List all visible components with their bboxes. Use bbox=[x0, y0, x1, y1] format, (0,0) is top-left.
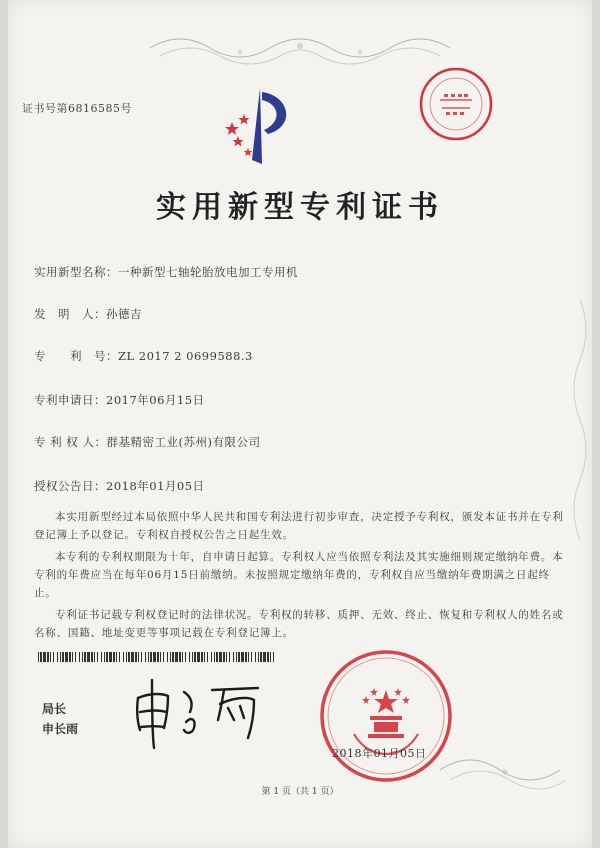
barcode-bar bbox=[267, 652, 269, 662]
barcode-bar bbox=[255, 652, 256, 662]
barcode-bar bbox=[75, 652, 76, 662]
barcode-bar bbox=[138, 652, 139, 662]
field-value: 2017年06月15日 bbox=[106, 393, 205, 407]
barcode-bar bbox=[238, 652, 240, 662]
barcode-bar bbox=[172, 652, 174, 662]
barcode-bar bbox=[233, 652, 234, 662]
barcode-bar bbox=[57, 652, 58, 662]
barcode-bar bbox=[43, 652, 46, 662]
body-paragraph: 专利证书记载专利权登记时的法律状况。专利权的转移、质押、无效、终止、恢复和专利权人的姓名或名称、国籍、地址变更等事项记载在专利登记簿上。 bbox=[34, 609, 564, 639]
barcode-bar bbox=[101, 652, 102, 662]
barcode-bar bbox=[82, 652, 83, 662]
barcode-bar bbox=[131, 652, 134, 662]
field-inventor bbox=[34, 306, 142, 322]
page-indicator: 第 1 页（共 1 页） bbox=[261, 787, 339, 797]
barcode-bar bbox=[207, 652, 208, 662]
barcode-bar bbox=[219, 652, 222, 662]
barcode-bar bbox=[126, 652, 127, 662]
field-grant-date bbox=[34, 478, 205, 494]
barcode-bar bbox=[119, 652, 120, 662]
barcode-bar bbox=[270, 652, 271, 662]
barcode-bar bbox=[53, 652, 54, 662]
barcode-bar bbox=[50, 652, 51, 662]
barcode-bar bbox=[204, 652, 205, 662]
field-filing-date bbox=[34, 392, 205, 408]
barcode-bar bbox=[241, 652, 244, 662]
barcode-bar bbox=[214, 652, 215, 662]
barcode-bar bbox=[128, 652, 130, 662]
barcode-bar bbox=[91, 652, 93, 662]
barcode-bar bbox=[109, 652, 112, 662]
barcode-bar bbox=[251, 652, 252, 662]
barcode-bar bbox=[163, 652, 164, 662]
certificate-body bbox=[34, 508, 564, 646]
barcode-bar bbox=[182, 652, 183, 662]
barcode-bar bbox=[197, 652, 200, 662]
field-value: 2018年01月05日 bbox=[106, 479, 205, 493]
field-patentee bbox=[34, 434, 260, 450]
handwritten-signature bbox=[128, 672, 268, 752]
barcode-bar bbox=[47, 652, 49, 662]
field-value: 群基精密工业(苏州)有限公司 bbox=[106, 435, 261, 449]
barcode-bar bbox=[145, 652, 146, 662]
signatory-name: 申长雨 bbox=[42, 722, 79, 736]
barcode-bar bbox=[189, 652, 190, 662]
official-seal bbox=[318, 648, 454, 784]
barcode-bar bbox=[185, 652, 186, 662]
field-patent-number bbox=[34, 348, 253, 364]
barcode-bar bbox=[211, 652, 212, 662]
barcode-bar bbox=[60, 652, 61, 662]
body-paragraph: 本实用新型经过本局依照中华人民共和国专利法进行初步审查，决定授予专利权，颁发本证书并在专利登记簿上予以登记。专利权自授权公告之日起生效。 bbox=[34, 511, 564, 541]
barcode-bar bbox=[226, 652, 227, 662]
barcode-bar bbox=[175, 652, 178, 662]
barcode-bar bbox=[245, 652, 247, 662]
barcode-bar bbox=[260, 652, 262, 662]
barcode-bar bbox=[192, 652, 193, 662]
barcode-bar bbox=[40, 652, 42, 662]
barcode-bar bbox=[157, 652, 159, 662]
patent-office-logo bbox=[218, 86, 302, 166]
barcode-bar bbox=[141, 652, 142, 662]
barcode-bar bbox=[179, 652, 181, 662]
barcode-bar bbox=[113, 652, 115, 662]
barcode-bar bbox=[135, 652, 137, 662]
field-label: 实用新型名称： bbox=[34, 265, 118, 279]
barcode-bar bbox=[170, 652, 171, 662]
barcode-bar bbox=[123, 652, 124, 662]
barcode-bar bbox=[106, 652, 108, 662]
field-label: 发 明 人： bbox=[34, 307, 106, 321]
barcode-bar bbox=[223, 652, 225, 662]
barcode-bar bbox=[94, 652, 95, 662]
barcode-bar bbox=[258, 652, 259, 662]
barcode-bar bbox=[153, 652, 156, 662]
field-label: 授权公告日： bbox=[34, 479, 106, 493]
barcode bbox=[38, 652, 278, 662]
field-label: 专 利 号： bbox=[34, 349, 118, 363]
barcode-bar bbox=[116, 652, 117, 662]
agent-stamp bbox=[418, 66, 494, 142]
barcode-bar bbox=[79, 652, 80, 662]
barcode-bar bbox=[104, 652, 105, 662]
field-utility-model-name bbox=[34, 264, 298, 280]
barcode-bar bbox=[201, 652, 203, 662]
field-label: 专 利 权 人： bbox=[34, 435, 107, 449]
barcode-bar bbox=[236, 652, 237, 662]
barcode-bar bbox=[150, 652, 152, 662]
field-label: 专利申请日： bbox=[34, 393, 106, 407]
barcode-bar bbox=[229, 652, 230, 662]
barcode-bar bbox=[65, 652, 68, 662]
barcode-bar bbox=[273, 652, 274, 662]
barcode-bar bbox=[194, 652, 196, 662]
signature-role: 局长 bbox=[42, 702, 67, 716]
barcode-bar bbox=[248, 652, 249, 662]
body-paragraph: 本专利的专利权期限为十年，自申请日起算。专利权人应当依照专利法及其实施细则规定缴纳年费。本专利的年费应当在每年06月15日前缴纳。未按照规定缴纳年费的，专利权自应当缴纳年费期满之日起终止。 bbox=[34, 551, 564, 599]
barcode-bar bbox=[87, 652, 90, 662]
barcode-bar bbox=[72, 652, 73, 662]
barcode-bar bbox=[62, 652, 64, 662]
field-value: ZL 2017 2 0699588.3 bbox=[118, 349, 253, 363]
barcode-bar bbox=[160, 652, 161, 662]
barcode-bar bbox=[263, 652, 266, 662]
barcode-bar bbox=[216, 652, 218, 662]
field-value: 孙德吉 bbox=[106, 307, 142, 321]
certificate-number: 证书号第6816585号 bbox=[22, 102, 132, 115]
seal-date: 2018年01月05日 bbox=[332, 747, 427, 760]
barcode-bar bbox=[167, 652, 168, 662]
field-value: 一种新型七轴轮胎放电加工专用机 bbox=[118, 265, 298, 279]
certificate-title: 实用新型专利证书 bbox=[156, 190, 444, 225]
barcode-bar bbox=[69, 652, 71, 662]
barcode-bar bbox=[38, 652, 39, 662]
barcode-bar bbox=[97, 652, 98, 662]
barcode-bar bbox=[148, 652, 149, 662]
barcode-bar bbox=[84, 652, 86, 662]
